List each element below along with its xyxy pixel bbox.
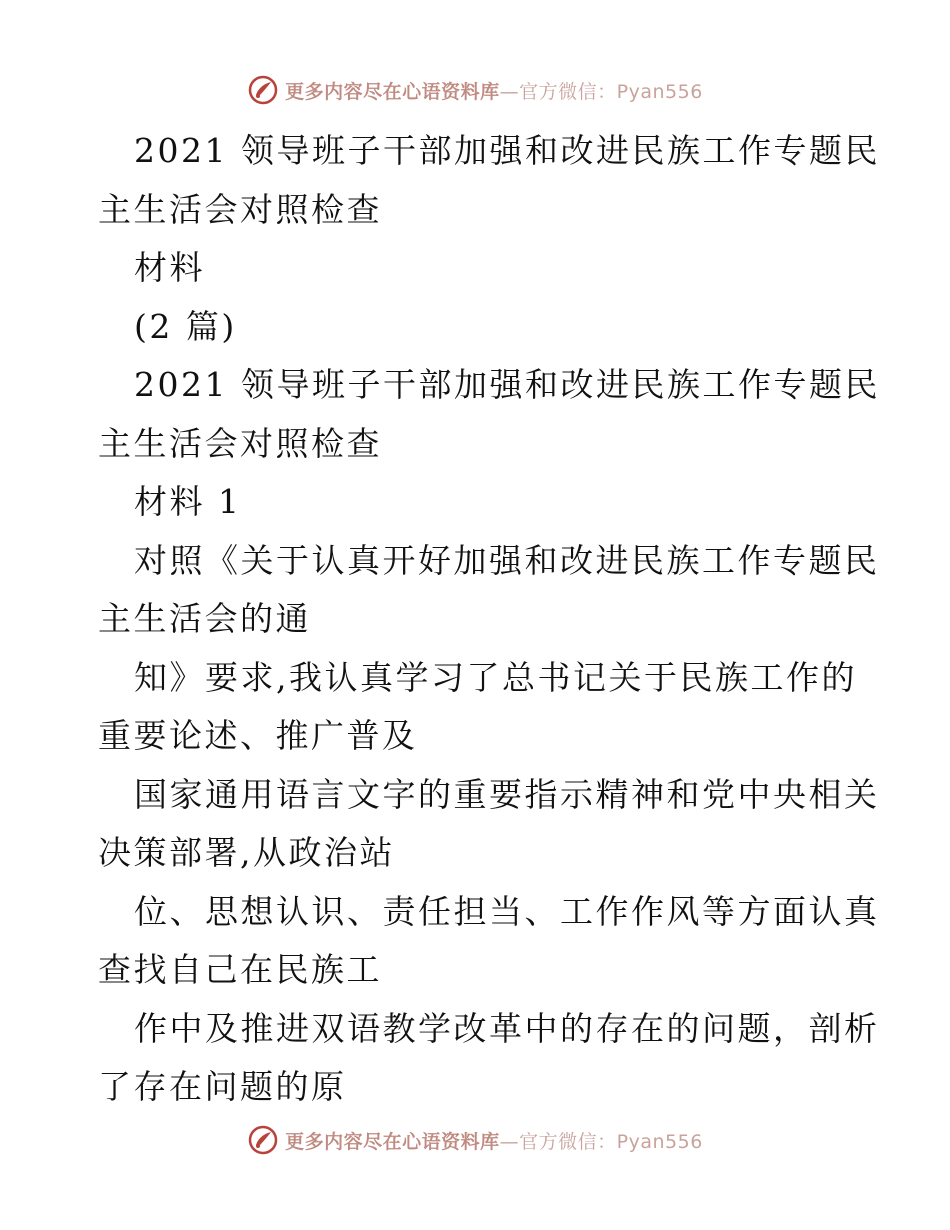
watermark-separator: —: [499, 1130, 520, 1153]
text-line: 知》要求,我认真学习了总书记关于民族工作的: [134, 657, 857, 697]
text-line: 主生活会对照检查: [98, 423, 382, 463]
watermark-footer: [0, 1120, 950, 1160]
brand-logo-icon: [247, 1124, 279, 1156]
brand-logo-icon: [247, 74, 279, 106]
text-line: 主生活会的通: [98, 599, 311, 638]
watermark-text: [285, 77, 703, 104]
text-line: 查找自己在民族工: [98, 950, 382, 989]
watermark-separator: —: [499, 80, 520, 103]
text-line: 重要论述、推广普及: [98, 716, 418, 755]
text-line: (2 篇): [134, 306, 237, 346]
text-line: 了存在问题的原: [98, 1067, 347, 1106]
document-body: [98, 122, 880, 1117]
text-line: 作中及推进双语教学改革中的存在的问题，剖析: [134, 1008, 880, 1048]
watermark-wechat: 官方微信：Pyan556: [519, 1130, 703, 1153]
text-line: 对照《关于认真开好加强和改进民族工作专题民: [134, 540, 880, 580]
text-line: 2021 领导班子干部加强和改进民族工作专题民: [134, 131, 880, 170]
text-line: 材料 1: [134, 482, 242, 521]
watermark-header: [0, 70, 950, 110]
text-line: 位、思想认识、责任担当、工作作风等方面认真: [134, 891, 880, 931]
text-line: 决策部署,从政治站: [98, 833, 395, 872]
text-line: 材料: [134, 248, 205, 287]
watermark-main: 更多内容尽在心语资料库: [285, 80, 500, 103]
text-line: 主生活会对照检查: [98, 189, 382, 229]
text-line: 国家通用语言文字的重要指示精神和党中央相关: [134, 774, 880, 814]
text-line: 2021 领导班子干部加强和改进民族工作专题民: [134, 365, 880, 404]
watermark-text: [285, 1127, 703, 1154]
watermark-wechat: 官方微信：Pyan556: [519, 80, 703, 103]
watermark-main: 更多内容尽在心语资料库: [285, 1130, 500, 1153]
